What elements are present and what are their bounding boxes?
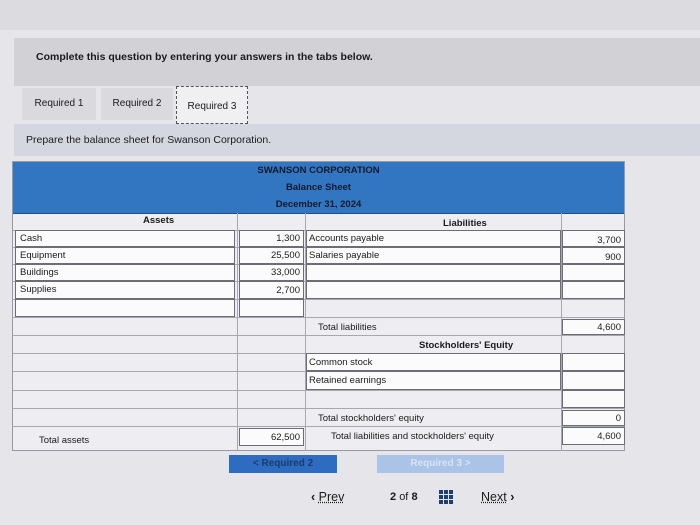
prev-button[interactable] <box>311 490 344 504</box>
asset-label-input[interactable] <box>15 299 235 317</box>
total-equity: 0 <box>615 413 621 424</box>
total-liabilities-label: Total liabilities <box>318 322 377 333</box>
grid-icon[interactable] <box>438 489 454 505</box>
page-indicator <box>390 491 418 503</box>
total-liabilities: 4,600 <box>597 322 621 333</box>
prev-section-button[interactable] <box>229 455 337 473</box>
liability-amount-input[interactable] <box>562 264 625 281</box>
next-label: Next <box>481 490 507 504</box>
assets-header: Assets <box>143 215 175 226</box>
next-section-button[interactable] <box>377 455 504 473</box>
top-strip <box>0 0 700 30</box>
prev-section-label: < Required 2 <box>252 458 314 469</box>
equity-label-input[interactable] <box>306 353 561 371</box>
tab-required-1[interactable]: Required 1 <box>22 88 96 120</box>
divider <box>237 213 238 451</box>
liability-label: Accounts payable <box>309 233 384 244</box>
equity-header: Stockholders' Equity <box>419 340 514 351</box>
prev-label: Prev <box>318 490 345 504</box>
asset-label-input[interactable] <box>15 230 235 247</box>
liability-label-input[interactable] <box>306 264 561 281</box>
total-assets-label: Total assets <box>39 435 90 446</box>
liability-label-input[interactable] <box>306 281 561 299</box>
asset-label: Supplies <box>20 284 57 295</box>
asset-label-input[interactable] <box>15 264 235 281</box>
sheet-date-row <box>13 196 624 214</box>
asset-label-input[interactable] <box>15 247 235 264</box>
total-pages: 8 <box>411 491 418 503</box>
total-le: 4,600 <box>597 431 621 442</box>
asset-label-input[interactable] <box>15 281 235 299</box>
chevron-right-icon: › <box>510 490 515 504</box>
row-divider <box>13 408 624 409</box>
liability-amount: 3,700 <box>597 235 621 246</box>
liability-label-input[interactable] <box>306 247 561 264</box>
sheet-date: December 31, 2024 <box>275 199 362 210</box>
tab-required-3[interactable]: Required 3 <box>176 86 248 124</box>
liability-amount: 900 <box>605 252 621 263</box>
liability-label: Salaries payable <box>309 250 380 261</box>
liabilities-header: Liabilities <box>443 218 487 229</box>
sheet-title: Balance Sheet <box>286 182 351 193</box>
next-button[interactable] <box>481 490 514 504</box>
row-divider <box>13 317 624 318</box>
asset-label: Cash <box>20 233 43 244</box>
asset-amount: 2,700 <box>276 285 300 296</box>
liability-label-input[interactable] <box>306 230 561 247</box>
chevron-left-icon: ‹ <box>311 490 316 504</box>
asset-label: Buildings <box>20 267 59 278</box>
equity-label: Common stock <box>309 357 373 368</box>
asset-amount-input[interactable] <box>239 264 304 281</box>
current-page: 2 <box>390 491 397 503</box>
row-divider <box>13 390 624 391</box>
company-name: SWANSON CORPORATION <box>257 165 380 176</box>
asset-amount-input[interactable] <box>239 230 304 247</box>
balance-sheet <box>12 161 625 451</box>
asset-amount-input[interactable] <box>239 247 304 264</box>
instruction-bar <box>14 38 700 86</box>
total-liabilities-input[interactable] <box>562 319 625 335</box>
liability-amount-input[interactable] <box>562 247 625 264</box>
sheet-title-row <box>13 179 624 197</box>
page-of: of <box>399 491 409 503</box>
equity-amount-input[interactable] <box>562 353 625 371</box>
company-name-row <box>13 162 624 180</box>
equity-label-input[interactable] <box>306 371 561 390</box>
total-assets-input[interactable] <box>239 428 304 446</box>
total-assets: 62,500 <box>270 432 300 443</box>
prompt-bar <box>14 124 700 156</box>
instruction-text: Complete this question by entering your answers in the tabs below. <box>36 51 373 63</box>
liability-amount-input[interactable] <box>562 230 625 247</box>
asset-amount-input[interactable] <box>239 299 304 317</box>
total-le-input[interactable] <box>562 427 625 445</box>
total-le-label: Total liabilities and stockholders' equity <box>331 431 494 442</box>
next-section-label: Required 3 > <box>410 458 471 469</box>
prompt-text: Prepare the balance sheet for Swanson Corporation. <box>26 134 272 146</box>
total-equity-label: Total stockholders' equity <box>318 413 424 424</box>
total-equity-input[interactable] <box>562 410 625 426</box>
asset-label: Equipment <box>20 250 66 261</box>
liability-amount-input[interactable] <box>562 281 625 299</box>
equity-amount-input[interactable] <box>562 371 625 390</box>
asset-amount: 1,300 <box>276 233 300 244</box>
asset-amount: 25,500 <box>270 250 300 261</box>
equity-amount-input[interactable] <box>562 390 625 408</box>
asset-amount: 33,000 <box>270 267 300 278</box>
asset-amount-input[interactable] <box>239 281 304 299</box>
equity-label: Retained earnings <box>309 375 387 386</box>
tab-required-2[interactable]: Required 2 <box>101 88 173 120</box>
